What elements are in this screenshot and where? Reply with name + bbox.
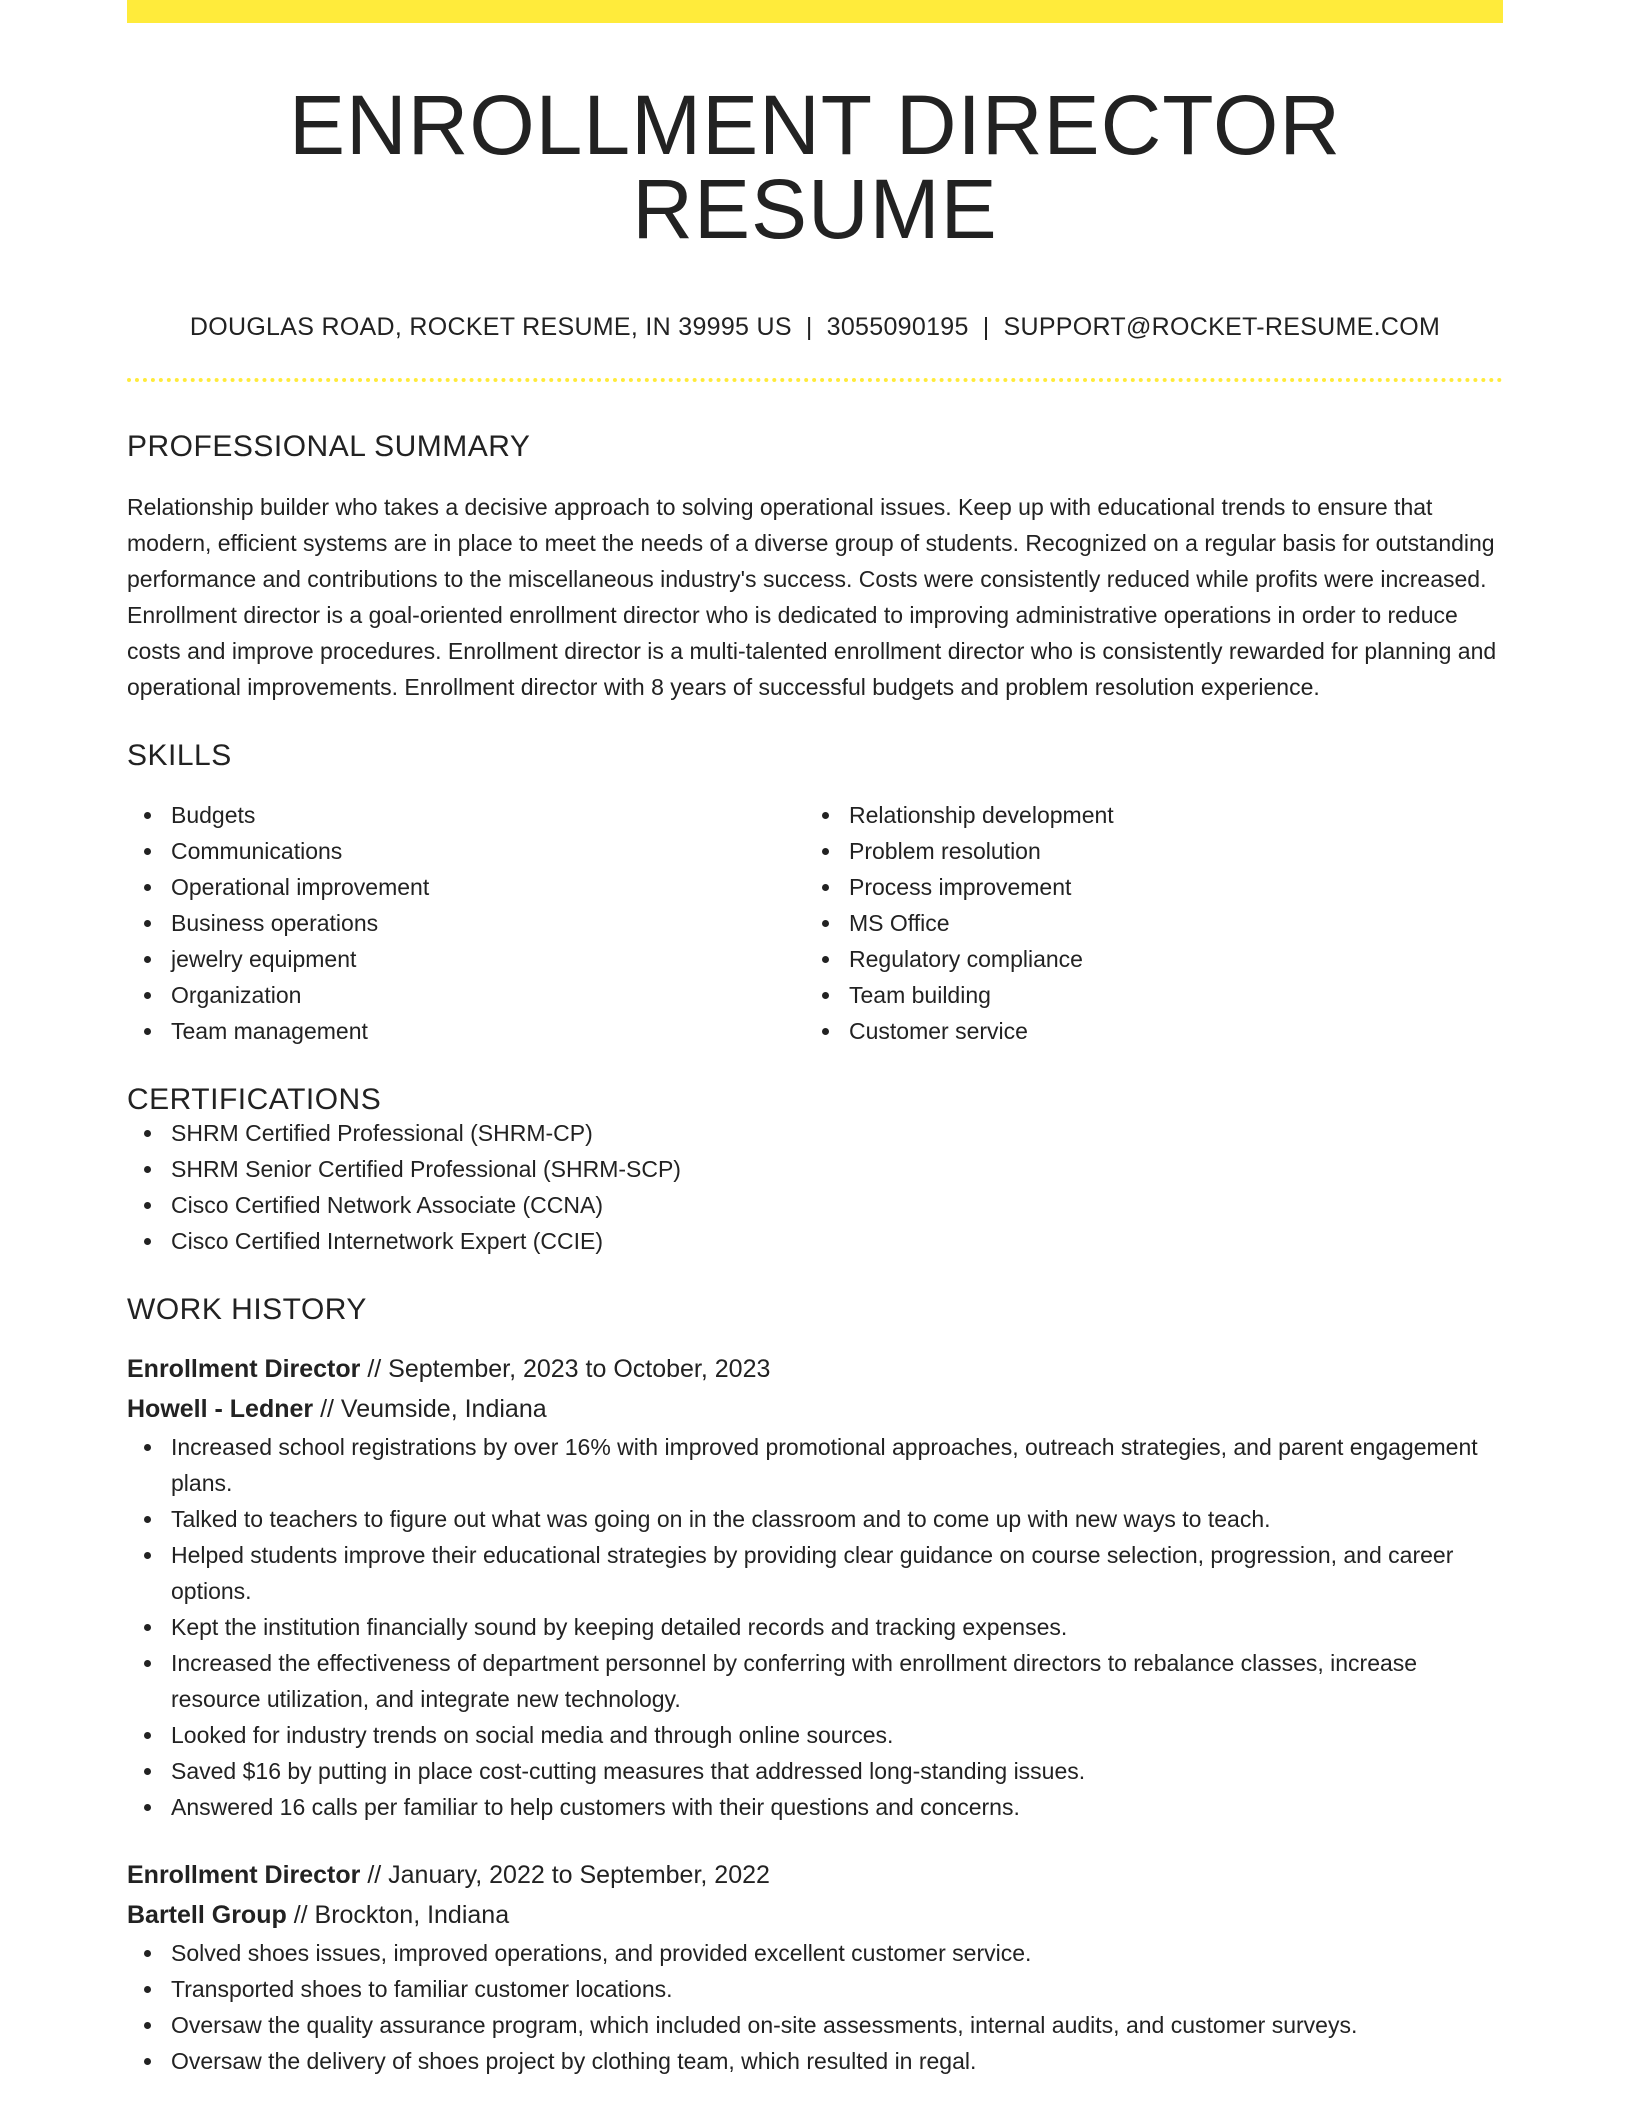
bullet-icon (144, 1130, 151, 1137)
skill-item-text: Organization (171, 982, 302, 1008)
bullet-icon (822, 956, 829, 963)
job-bullet-text: Looked for industry trends on social media and through online sources. (171, 1722, 894, 1748)
job-title: Enrollment Director (127, 1861, 361, 1889)
skills-heading: SKILLS (127, 739, 232, 772)
bullet-icon (822, 812, 829, 819)
job-bullets (127, 1429, 1503, 1825)
skills-list-left (127, 797, 805, 1049)
job-bullet-text: Talked to teachers to figure out what was going on in the classroom and to come up with new ways to teach. (171, 1506, 1271, 1532)
job-bullet-text: Kept the institution financially sound by keeping detailed records and tracking expenses. (171, 1614, 1068, 1640)
bullet-icon (144, 992, 151, 999)
bullet-icon (144, 1238, 151, 1245)
skill-item-text: Customer service (849, 1018, 1028, 1044)
certification-item (127, 1223, 1503, 1259)
skill-item (805, 833, 1483, 869)
skill-item (805, 941, 1483, 977)
bullet-icon (144, 884, 151, 891)
top-accent-bar (127, 0, 1503, 23)
skill-item-text: Team building (849, 982, 991, 1008)
certification-item-text: SHRM Certified Professional (SHRM-CP) (171, 1120, 593, 1146)
job-title: Enrollment Director (127, 1355, 361, 1383)
job-bullet-text: Helped students improve their educational strategies by providing clear guidance on course selection, progression, and career options. (171, 1542, 1454, 1604)
job-bullet (127, 2007, 1503, 2043)
certification-item-text: Cisco Certified Internetwork Expert (CCIE) (171, 1228, 604, 1254)
skills-grid (127, 797, 1503, 1049)
skills-column-left (127, 797, 805, 1049)
bullet-icon (144, 1732, 151, 1739)
skills-list-right (805, 797, 1483, 1049)
skill-item-text: Business operations (171, 910, 379, 936)
skill-item (127, 1013, 805, 1049)
bullet-icon (144, 1552, 151, 1559)
job-bullet-text: Oversaw the quality assurance program, which included on-site assessments, internal audits, and customer surveys. (171, 2012, 1358, 2038)
job-location: // Veumside, Indiana (313, 1395, 547, 1423)
job-entry (127, 1855, 1503, 2079)
job-bullet-text: Solved shoes issues, improved operations, and provided excellent customer service. (171, 1940, 1032, 1966)
job-bullets (127, 1935, 1503, 2079)
job-entry (127, 1349, 1503, 1825)
skill-item-text: Process improvement (849, 874, 1072, 900)
summary-heading: PROFESSIONAL SUMMARY (127, 430, 531, 463)
job-bullet (127, 1935, 1503, 1971)
skill-item (127, 941, 805, 977)
skill-item (127, 905, 805, 941)
bullet-icon (822, 920, 829, 927)
skill-item-text: MS Office (849, 910, 950, 936)
job-title-line (127, 1855, 1503, 1895)
certification-item (127, 1115, 1503, 1151)
bullet-icon (144, 1624, 151, 1631)
bullet-icon (144, 1166, 151, 1173)
skill-item-text: Operational improvement (171, 874, 430, 900)
job-bullet (127, 1645, 1503, 1717)
certifications-heading: CERTIFICATIONS (127, 1083, 382, 1116)
contact-separator: | (805, 313, 813, 341)
skill-item-text: Relationship development (849, 802, 1114, 828)
bullet-icon (144, 848, 151, 855)
skill-item-text: Team management (171, 1018, 368, 1044)
bullet-icon (144, 1660, 151, 1667)
skill-item (805, 1013, 1483, 1049)
bullet-icon (822, 848, 829, 855)
bullet-icon (144, 1202, 151, 1209)
skill-item (805, 977, 1483, 1013)
resume-title: ENROLLMENT DIRECTOR RESUME (288, 78, 1342, 256)
certification-item-text: Cisco Certified Network Associate (CCNA) (171, 1192, 604, 1218)
job-dates: // September, 2023 to October, 2023 (360, 1355, 771, 1383)
job-bullet (127, 1971, 1503, 2007)
bullet-icon (144, 1028, 151, 1035)
certification-item (127, 1151, 1503, 1187)
contact-line (127, 315, 1503, 340)
bullet-icon (144, 812, 151, 819)
job-bullet (127, 1717, 1503, 1753)
job-company-line (127, 1389, 1503, 1429)
certifications-list (127, 1115, 1503, 1259)
bullet-icon (144, 2058, 151, 2065)
bullet-icon (144, 1444, 151, 1451)
job-bullet (127, 1501, 1503, 1537)
header-divider (127, 378, 1503, 382)
bullet-icon (144, 1986, 151, 1993)
skill-item-text: Communications (171, 838, 343, 864)
job-bullet (127, 2043, 1503, 2079)
skill-item-text: Budgets (171, 802, 256, 828)
job-bullet (127, 1429, 1503, 1501)
job-bullet-text: Saved $16 by putting in place cost-cutting measures that addressed long-standing issues. (171, 1758, 1086, 1784)
contact-email: SUPPORT@ROCKET-RESUME.COM (1003, 313, 1441, 341)
certification-item (127, 1187, 1503, 1223)
bullet-icon (822, 1028, 829, 1035)
skill-item (127, 869, 805, 905)
bullet-icon (822, 992, 829, 999)
job-bullet (127, 1753, 1503, 1789)
skill-item-text: Regulatory compliance (849, 946, 1083, 972)
job-bullet (127, 1537, 1503, 1609)
skill-item (805, 797, 1483, 833)
job-dates: // January, 2022 to September, 2022 (360, 1861, 770, 1889)
job-company: Howell - Ledner (127, 1395, 314, 1423)
job-bullet-text: Answered 16 calls per familiar to help customers with their questions and concerns. (171, 1794, 1020, 1820)
job-company-line (127, 1895, 1503, 1935)
skill-item-text: jewelry equipment (171, 946, 357, 972)
job-bullet (127, 1789, 1503, 1825)
skill-item-text: Problem resolution (849, 838, 1041, 864)
job-title-line (127, 1349, 1503, 1389)
bullet-icon (144, 1768, 151, 1775)
skill-item (805, 869, 1483, 905)
job-location: // Brockton, Indiana (286, 1901, 510, 1929)
contact-address: DOUGLAS ROAD, ROCKET RESUME, IN 39995 US (189, 313, 792, 341)
bullet-icon (144, 2022, 151, 2029)
skill-item (127, 977, 805, 1013)
bullet-icon (144, 956, 151, 963)
work-history-heading: WORK HISTORY (127, 1293, 367, 1326)
skill-item (805, 905, 1483, 941)
skills-column-right (805, 797, 1483, 1049)
job-bullet-text: Transported shoes to familiar customer locations. (171, 1976, 673, 2002)
bullet-icon (144, 1950, 151, 1957)
bullet-icon (822, 884, 829, 891)
job-bullet-text: Oversaw the delivery of shoes project by clothing team, which resulted in regal. (171, 2048, 977, 2074)
certification-item-text: SHRM Senior Certified Professional (SHRM-SCP) (171, 1156, 681, 1182)
job-company: Bartell Group (127, 1901, 287, 1929)
job-bullet-text: Increased school registrations by over 16% with improved promotional approaches, outreach strategies, and parent engagement plans. (171, 1434, 1478, 1496)
bullet-icon (144, 920, 151, 927)
skill-item (127, 797, 805, 833)
skill-item (127, 833, 805, 869)
resume-page (127, 0, 1503, 2079)
contact-phone: 3055090195 (826, 313, 969, 341)
summary-text: Relationship builder who takes a decisive approach to solving operational issues. Keep up with educational trends to ensure that modern, efficient systems are in place to meet the needs of a diverse group of students. Recognized on a regular basis for outstanding performance and contributions to the miscellaneous industry's success. Costs were consistently reduced while profits were increased. Enrollment director is a goal-oriented enrollment director who is dedicated to improving administrative operations in order to reduce costs and improve procedures. Enrollment director is a multi-talented enrollment director who is consistently rewarded for planning and operational improvements. Enrollment director with 8 years of successful budgets and problem resolution experience. (127, 494, 1497, 700)
job-bullet-text: Increased the effectiveness of department personnel by conferring with enrollment directors to rebalance classes, increase resource utilization, and integrate new technology. (171, 1650, 1418, 1712)
bullet-icon (144, 1804, 151, 1811)
bullet-icon (144, 1516, 151, 1523)
job-bullet (127, 1609, 1503, 1645)
contact-separator: | (982, 313, 990, 341)
